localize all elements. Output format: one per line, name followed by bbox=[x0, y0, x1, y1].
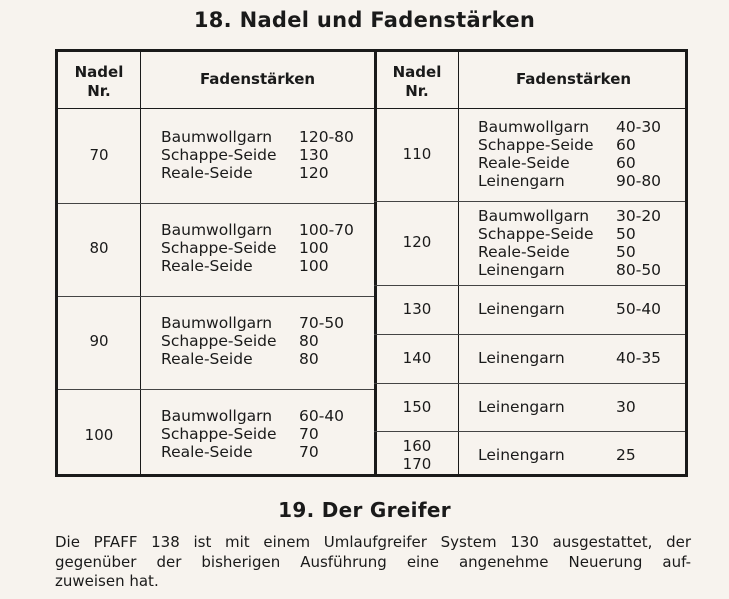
needle-number bbox=[376, 437, 458, 473]
header-nadel-nr bbox=[58, 63, 140, 101]
col-divider bbox=[458, 52, 459, 474]
thread-entry: Reale-Seide 80 bbox=[161, 350, 319, 368]
thread-entries bbox=[161, 407, 344, 461]
needle-number: 100 bbox=[84, 426, 114, 444]
thread-entry: Schappe-Seide 80 bbox=[161, 332, 319, 350]
thread-entry: Baumwollgarn 70-50 bbox=[161, 314, 345, 332]
row-divider bbox=[58, 389, 374, 390]
row-divider bbox=[374, 334, 685, 335]
thread-entry: Reale-Seide 60 bbox=[478, 154, 636, 172]
thread-entries bbox=[161, 314, 344, 368]
row-divider bbox=[374, 431, 685, 432]
thread-entry: Baumwollgarn 30-20 bbox=[478, 207, 662, 225]
header-divider bbox=[58, 108, 685, 109]
header-nadel-line2: Nr. bbox=[405, 82, 429, 100]
section-title-nadel-fadenstaerken: 18. Nadel und Fadenstärken bbox=[193, 8, 536, 32]
needle-number: 110 bbox=[402, 145, 432, 163]
thread-entry: Baumwollgarn 40-30 bbox=[478, 118, 662, 136]
thread-entry: Reale-Seide 50 bbox=[478, 243, 636, 261]
needle-number: 150 bbox=[402, 398, 432, 416]
needle-number: 120 bbox=[402, 233, 432, 251]
thread-entry: Reale-Seide 120 bbox=[161, 164, 329, 182]
needle-thread-table bbox=[55, 49, 688, 477]
thread-entries bbox=[478, 207, 661, 279]
paragraph-line: gegenüber der bisherigen Ausführung eine angenehme Neuerung auf- bbox=[55, 552, 691, 571]
needle-number: 70 bbox=[89, 146, 109, 164]
header-nadel-line1: Nadel bbox=[392, 63, 442, 81]
thread-entry: Schappe-Seide 100 bbox=[161, 239, 329, 257]
paragraph-line: zuweisen hat. bbox=[55, 572, 159, 590]
thread-entry: Reale-Seide 100 bbox=[161, 257, 329, 275]
thread-entry: Leinengarn 40-35 bbox=[478, 349, 662, 367]
thread-entries bbox=[161, 128, 354, 182]
thread-entries bbox=[478, 118, 661, 190]
needle-number: 80 bbox=[89, 239, 109, 257]
thread-entry: Leinengarn 50-40 bbox=[478, 300, 662, 318]
needle-number-line: 160 bbox=[402, 437, 432, 455]
needle-number: 130 bbox=[402, 300, 432, 318]
row-divider bbox=[374, 285, 685, 286]
needle-number: 90 bbox=[89, 332, 109, 350]
thread-entry: Schappe-Seide 130 bbox=[161, 146, 329, 164]
row-divider bbox=[58, 203, 374, 204]
row-divider bbox=[374, 383, 685, 384]
thread-entry: Baumwollgarn 60-40 bbox=[161, 407, 345, 425]
thread-entry: Schappe-Seide 50 bbox=[478, 225, 636, 243]
thread-entry: Baumwollgarn 120-80 bbox=[161, 128, 354, 146]
row-divider bbox=[58, 296, 374, 297]
needle-number: 140 bbox=[402, 349, 432, 367]
thread-entry: Leinengarn 25 bbox=[478, 446, 636, 464]
thread-entry: Leinengarn 90-80 bbox=[478, 172, 662, 190]
header-nadel-line1: Nadel bbox=[74, 63, 124, 81]
header-fadenstaerken: Fadenstärken bbox=[515, 70, 632, 88]
thread-entry: Leinengarn 30 bbox=[478, 398, 636, 416]
thread-entry: Leinengarn 80-50 bbox=[478, 261, 662, 279]
col-divider bbox=[140, 52, 141, 474]
paragraph-line: Die PFAFF 138 ist mit einem Umlaufgreifer System 130 ausgestattet, der bbox=[55, 533, 691, 551]
greifer-paragraph bbox=[55, 533, 691, 592]
thread-entry: Schappe-Seide 70 bbox=[161, 425, 319, 443]
header-nadel-line2: Nr. bbox=[87, 82, 111, 100]
row-divider bbox=[374, 201, 685, 202]
header-fadenstaerken: Fadenstärken bbox=[199, 70, 316, 88]
thread-entry: Baumwollgarn 100-70 bbox=[161, 221, 354, 239]
thread-entry: Schappe-Seide 60 bbox=[478, 136, 636, 154]
section-title-greifer: 19. Der Greifer bbox=[278, 498, 451, 522]
needle-number-line: 170 bbox=[402, 455, 432, 473]
thread-entry: Reale-Seide 70 bbox=[161, 443, 319, 461]
thread-entries bbox=[161, 221, 354, 275]
header-nadel-nr bbox=[376, 63, 458, 101]
